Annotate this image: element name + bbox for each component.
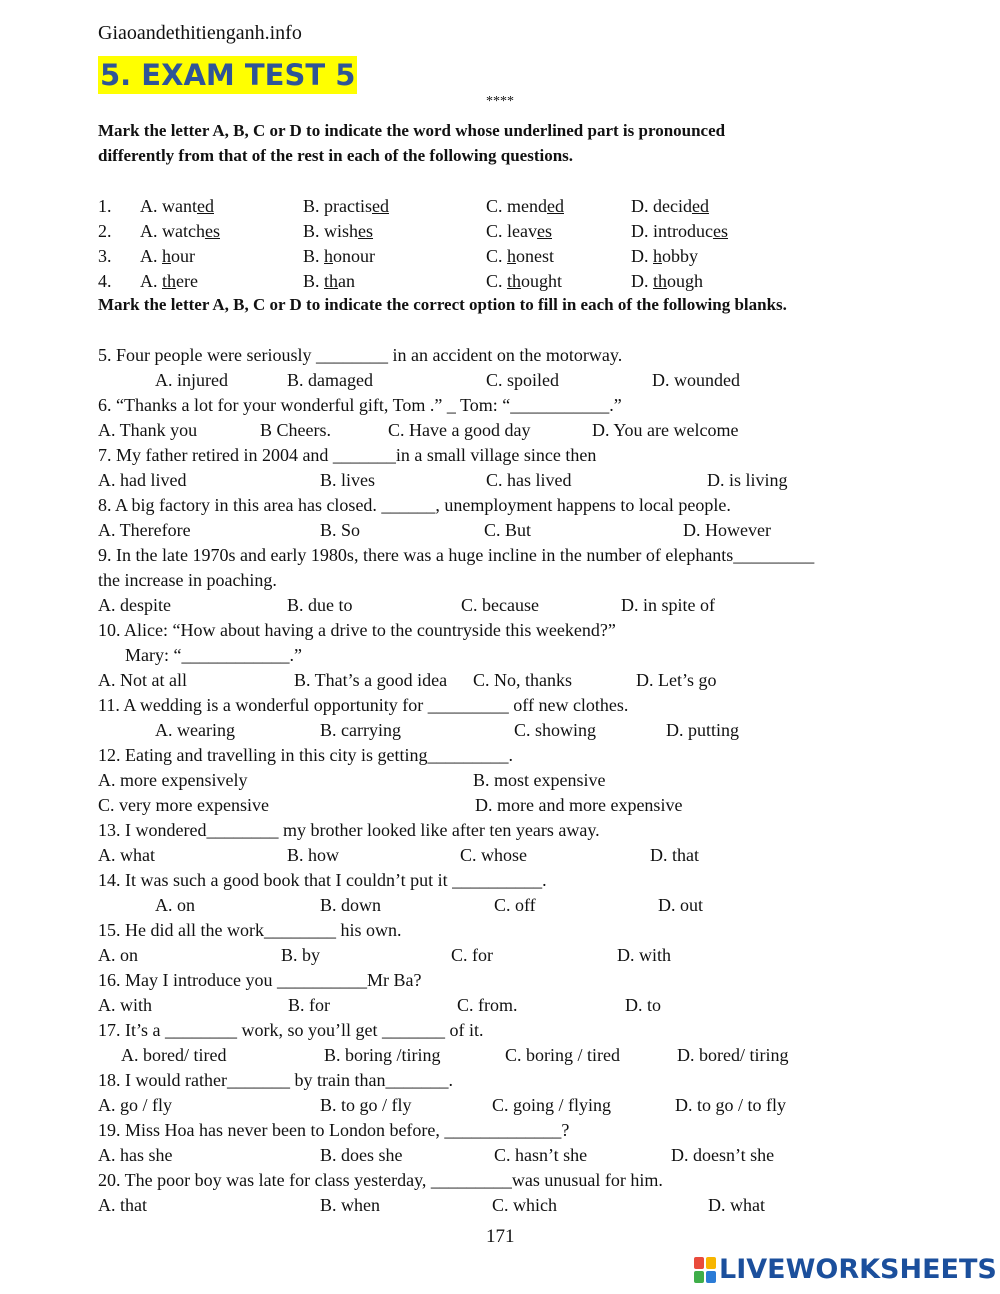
answer-option[interactable]: D. out (658, 895, 703, 915)
answer-option[interactable]: D. that (650, 845, 699, 865)
question-text-continued: Mary: “____________.” (125, 645, 302, 665)
answer-option[interactable]: D. in spite of (621, 595, 715, 615)
answer-option[interactable]: D. bored/ tiring (677, 1045, 789, 1065)
question-text: 16. May I introduce you __________Mr Ba? (98, 970, 422, 990)
question-text: 9. In the late 1970s and early 1980s, there was a huge incline in the number of elephants_________ (98, 545, 815, 565)
page-number: 171 (486, 1226, 515, 1247)
pron-question-number: 2. (98, 221, 112, 241)
answer-option[interactable]: C. which (492, 1195, 557, 1215)
answer-option[interactable]: C. whose (460, 845, 527, 865)
answer-option[interactable]: B. most expensive (473, 770, 606, 790)
answer-option[interactable]: B. how (287, 845, 340, 865)
answer-option[interactable]: B. carrying (320, 720, 401, 740)
pron-option[interactable]: D. decided (631, 196, 709, 216)
instruction-pronunciation: Mark the letter A, B, C or D to indicate the word whose underlined part is pronounced differently from that of the rest in each of the following questions. (98, 121, 726, 165)
answer-option[interactable]: C. spoiled (486, 370, 560, 390)
pron-option[interactable]: C. honest (486, 246, 555, 266)
answer-option[interactable]: A. had lived (98, 470, 187, 490)
answer-option[interactable]: B. lives (320, 470, 376, 490)
answer-option[interactable]: B. by (281, 945, 321, 965)
pron-option[interactable]: A. wanted (140, 196, 214, 216)
answer-option[interactable]: A. despite (98, 595, 171, 615)
pron-option[interactable]: B. practised (303, 196, 389, 216)
answer-option[interactable]: A. injured (155, 370, 228, 390)
answer-option[interactable]: A. Not at all (98, 670, 187, 690)
logo-text: LIVEWORKSHEETS (719, 1254, 997, 1285)
answer-option[interactable]: C. for (451, 945, 493, 965)
pron-option[interactable]: C. thought (486, 271, 563, 291)
answer-option[interactable]: D. wounded (652, 370, 740, 390)
question-text: 8. A big factory in this area has closed. ______, unemployment happens to local people. (98, 495, 731, 515)
answer-option[interactable]: A. that (98, 1195, 147, 1215)
pron-option[interactable]: D. though (631, 271, 704, 291)
answer-option[interactable]: D. to (625, 995, 661, 1015)
answer-option[interactable]: C. off (494, 895, 536, 915)
answer-option[interactable]: D. putting (666, 720, 740, 740)
answer-option[interactable]: B. So (320, 520, 361, 540)
answer-option[interactable]: A. what (98, 845, 155, 865)
answer-option[interactable]: C. very more expensive (98, 795, 269, 815)
answer-option[interactable]: C. going / flying (492, 1095, 612, 1115)
question-text: 11. A wedding is a wonderful opportunity for _________ off new clothes. (98, 695, 629, 715)
answer-option[interactable]: C. But (484, 520, 532, 540)
question-text: 18. I would rather_______ by train than_______. (98, 1070, 453, 1090)
answer-option[interactable]: B. for (288, 995, 330, 1015)
stars-separator: **** (486, 94, 514, 109)
site-name: Giaoandethitienganh.info (98, 22, 302, 44)
answer-option[interactable]: A. more expensively (98, 770, 248, 790)
answer-option[interactable]: C. hasn’t she (494, 1145, 588, 1165)
answer-option[interactable]: D. You are welcome (592, 420, 739, 440)
question-text: 13. I wondered________ my brother looked like after ten years away. (98, 820, 600, 840)
answer-option[interactable]: D. doesn’t she (671, 1145, 775, 1165)
answer-option[interactable]: D. to go / to fly (675, 1095, 786, 1115)
answer-option[interactable]: A. Thank you (98, 420, 198, 440)
question-text: 15. He did all the work________ his own. (98, 920, 402, 940)
answer-option[interactable]: C. has lived (486, 470, 572, 490)
pron-option[interactable]: B. than (303, 271, 356, 291)
answer-option[interactable]: C. No, thanks (473, 670, 572, 690)
question-text-continued: the increase in poaching. (98, 570, 277, 590)
answer-option[interactable]: A. wearing (155, 720, 235, 740)
pron-option[interactable]: C. mended (486, 196, 564, 216)
pron-question-number: 3. (98, 246, 112, 266)
answer-option[interactable]: C. showing (514, 720, 597, 740)
question-text: 6. “Thanks a lot for your wonderful gift, Tom .” _ Tom: “___________.” (98, 395, 622, 415)
question-text: 14. It was such a good book that I couldn’t put it __________. (98, 870, 547, 890)
answer-option[interactable]: D. what (708, 1195, 765, 1215)
answer-option[interactable]: D. Let’s go (636, 670, 717, 690)
liveworksheets-logo (694, 1254, 997, 1285)
answer-option[interactable]: B. due to (287, 595, 353, 615)
liveworksheets-icon (694, 1257, 716, 1283)
answer-option[interactable]: A. on (155, 895, 195, 915)
answer-option[interactable]: B. to go / fly (320, 1095, 412, 1115)
question-text: 12. Eating and travelling in this city is getting_________. (98, 745, 513, 765)
pron-option[interactable]: B. honour (303, 246, 376, 266)
answer-option[interactable]: A. has she (98, 1145, 173, 1165)
answer-option[interactable]: B. damaged (287, 370, 373, 390)
answer-option[interactable]: D. more and more expensive (475, 795, 683, 815)
page-title: 5. EXAM TEST 5 (100, 58, 356, 92)
answer-option[interactable]: B. boring /tiring (324, 1045, 441, 1065)
instruction-blanks: Mark the letter A, B, C or D to indicate the correct option to fill in each of the following blanks. (98, 295, 787, 314)
answer-option[interactable]: D. However (683, 520, 771, 540)
pron-option[interactable]: B. wishes (303, 221, 374, 241)
answer-option[interactable]: B. when (320, 1195, 380, 1215)
answer-option[interactable]: B. That’s a good idea (294, 670, 448, 690)
question-text: 17. It’s a ________ work, so you’ll get _______ of it. (98, 1020, 484, 1040)
answer-option[interactable]: B. down (320, 895, 382, 915)
question-text: 10. Alice: “How about having a drive to the countryside this weekend?” (98, 620, 616, 640)
question-text: 7. My father retired in 2004 and _______in a small village since then (98, 445, 597, 465)
answer-option[interactable]: B Cheers. (260, 420, 331, 440)
question-text: 19. Miss Hoa has never been to London before, _____________? (98, 1120, 570, 1140)
answer-option[interactable]: B. does she (320, 1145, 403, 1165)
answer-option[interactable]: C. Have a good day (388, 420, 531, 440)
pron-question-number: 1. (98, 196, 112, 216)
question-text: 20. The poor boy was late for class yesterday, _________was unusual for him. (98, 1170, 663, 1190)
answer-option[interactable]: D. with (617, 945, 671, 965)
pron-option[interactable]: A. there (140, 271, 198, 291)
pron-option[interactable]: D. hobby (631, 246, 698, 266)
pron-question-number: 4. (98, 271, 112, 291)
answer-option[interactable]: A. with (98, 995, 152, 1015)
answer-option[interactable]: A. bored/ tired (121, 1045, 227, 1065)
pron-option[interactable]: D. introduces (631, 221, 728, 241)
answer-option[interactable]: D. is living (707, 470, 788, 490)
pron-option[interactable]: A. hour (140, 246, 195, 266)
answer-option[interactable]: A. on (98, 945, 138, 965)
answer-option[interactable]: C. because (461, 595, 539, 615)
answer-option[interactable]: C. boring / tired (505, 1045, 620, 1065)
pron-option[interactable]: C. leaves (486, 221, 552, 241)
pron-option[interactable]: A. watches (140, 221, 220, 241)
question-text: 5. Four people were seriously ________ in an accident on the motorway. (98, 345, 623, 365)
answer-option[interactable]: A. Therefore (98, 520, 191, 540)
answer-option[interactable]: C. from. (457, 995, 518, 1015)
answer-option[interactable]: A. go / fly (98, 1095, 172, 1115)
